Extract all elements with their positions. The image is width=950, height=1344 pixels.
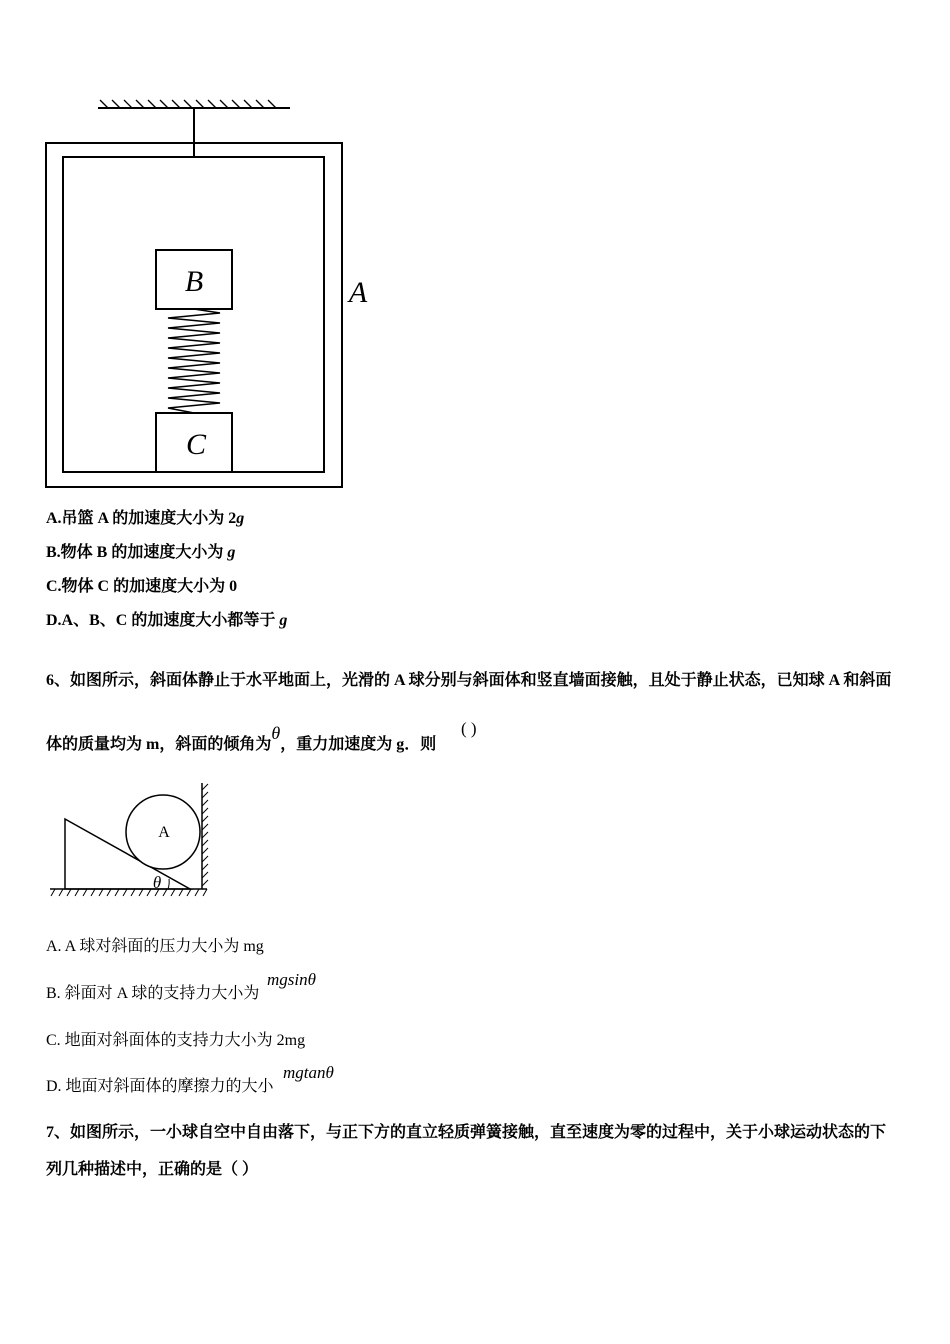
spring [168,309,220,413]
q6-option-a: A. A 球对斜面的压力大小为 mg [46,938,264,955]
q6-option-d-formula: mgtanθ [283,1063,334,1082]
q7-stem-line1: 7、如图所示，一小球自空中自由落下，与正下方的直立轻质弹簧接触，直至速度为零的过程中，关于小球运动状态的下 [46,1124,887,1141]
ball-a-label: A [158,824,170,841]
q6-option-d: D. 地面对斜面体的摩擦力的大小 [46,1078,274,1095]
basket-figure [40,95,380,495]
q5-option-b: B.物体 B 的加速度大小为 g [46,544,236,561]
wall-hatch [202,784,208,886]
block-c-label: C [185,428,207,461]
ground-hatch [51,889,207,896]
q5-option-a: A.吊篮 A 的加速度大小为 2g [46,510,245,527]
q5-option-d: D.A、B、C 的加速度大小都等于 g [46,612,288,629]
angle-arc [168,879,169,889]
q6-stem-line2: 体的质量均为 m，斜面的倾角为θ，重力加速度为 g．则 [46,723,437,753]
angle-label: θ [152,873,162,892]
q6-option-b-formula: mgsinθ [267,970,316,989]
q6-answer-paren: ( ) [461,719,477,738]
basket-label: A [348,276,368,309]
q6-option-b: B. 斜面对 A 球的支持力大小为 [46,985,260,1002]
q6-stem-line1: 6、如图所示，斜面体静止于水平地面上，光滑的 A 球分别与斜面体和竖直墙面接触，且处于静止状态，已知球 A 和斜面 [46,672,892,689]
q5-option-c: C.物体 C 的加速度大小为 0 [46,578,238,595]
ceiling-hatch [100,100,276,108]
q7-stem-line2: 列几种描述中，正确的是（ ） [46,1161,259,1178]
incline-figure [45,778,215,903]
q6-option-c: C. 地面对斜面体的支持力大小为 2mg [46,1032,306,1049]
block-b-label: B [184,265,204,298]
